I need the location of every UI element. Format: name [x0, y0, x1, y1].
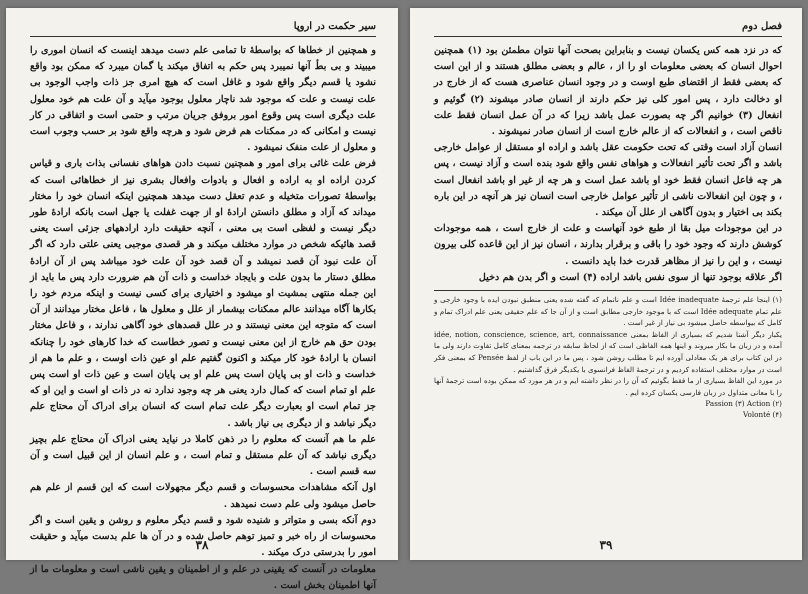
right-header-title: فصل دوم [742, 20, 782, 32]
footnote: در مورد این الفاظ بسیاری از ما فقط بگوئیم که آن را در نظر داشته ایم و در هر مورد که ممکن بوده است ترجمهٔ آنها را با معانی متداول در زبان فارسی یکسان کرده ایم . [434, 376, 782, 397]
left-paragraph: و همچنین از خطاها که بواسطهٔ تا تمامی علم دست میدهد اینست که انسان اموری را میبیند و بی بطٔ آنها نمیبرد پس حکم به اتفاق میکند یا گمان میبرد که ممکن بود واقع نشود یا قسم دیگر واقع شود و غافل است که هیچ امری جز ذات واجب الوجود بی علت نیست و علت که موجود شد ناچار معلول بوجود میآید و آن علت هم خود معلول علت دیگری است پس وقوع امور بروفق جریان مرتب و حتمی است و اتفاقی در کار نیست و امکانی که در ممکنات هم فرض شود و هرچه واقع شود بر حسب وجوب است و معلول از علت منفک نمیشود . [30, 45, 376, 154]
right-running-head [434, 18, 782, 37]
footnote-term-line: Passion (۳) Action (۲) [705, 399, 782, 409]
footnote-term-line: Volonté (۴) [742, 410, 782, 420]
footnotes [434, 294, 782, 398]
left-body-text [30, 43, 376, 594]
footnote: یکبار دیگر آشنا شدیم که بسیاری از الفاظ بمعنی idée, notion, conscience, science, art, connaissance آمده و در زبان ما بکار میروند و اینها همه الفاظی است که از لحاظ سابقه در ترجمه بمعنای کامل تفاوت دارند ولی ما در این کتاب برای هر یک معادلی آورده ایم تا مطلب روشن شود ، پس ما در این باب از لفظ Pensée که بمعنی فکر است در موارد مختلف استفاده کردیم و در ترجمهٔ الفاظ فرانسوی با یکدیگر فرق گذاشتیم . [434, 329, 782, 374]
left-page-number: ۳۸ [195, 538, 209, 552]
left-paragraph: دوم آنکه بسی و متواتر و شنیده شود و قسم دیگر معلوم و روشن و یقین است و اگر محسوسات از راه خبر و تمیز توهم حاصل شده و در آن ها علم بدست میآید و حقیقت امور را بدرستی درک میکند . [30, 514, 376, 559]
left-paragraph: علم ما هم آنست که معلوم را در ذهن کاملا در نیاید یعنی ادراک آن محتاج علم بچیز دیگری نباشد که آن علم مستقل و تمام است ، و علم انسان از این قبیل است و آن سه قسم است . [30, 433, 376, 478]
footnote-terms [434, 398, 782, 420]
left-paragraph: اول آنکه مشاهدات محسوسات و قسم دیگر مجهولات است که این قسم از علم هم حاصل میشود ولی علم دست نمیدهد . [30, 482, 376, 510]
footnote-divider [434, 290, 782, 291]
left-header-title: سیر حکمت در اروپا [293, 20, 376, 32]
right-page-number: ۳۹ [599, 538, 613, 552]
left-running-head [30, 18, 376, 37]
right-body-text [434, 43, 782, 286]
left-paragraph: فرض علت غائی برای امور و همچنین نسبت دادن هواهای نفسانی بذات باری و قیاس کردن اراده او به اراده و افعال و بادوات وافعال بشری نیز از خطاهائی است که بواسطهٔ تصورات متخیله و عدم تعقل دست میدهد همچنین اینکه انسان خود را مختار میداند که آزاد و مطلق دانستن ارادهٔ او از جهت غفلت یا جهل است بانکه ارادهٔ طور دیگر نیست و لفظی است بی معنی ، آنچه حقیقت دارد ارادههای جزئی است یعنی قصد هائیکه شخص در موارد مختلف میکند و هر قصدی موجبی یعنی علتی دارد که اگر آن علت نبود آن قصد نمیشد و آن قصد خود آن علت خود میباشد پس از آن ارادهٔ مطلق دستار ما بدون علت و بایجاد خداست و ذات آن هم ضرورت دارد پس ما باید از این جمله منتهی بمشیت او میشود و اختیاری برای کسی نیست و اینکه مردم خود را بکارها آگاه میدانند عالم ممکنات بیشمار از علل و معلول ها ، فاعل مختار میدانند از آن است که متوجه این معنی نیستند و در علل قصدهای خود آگاهی ندارند ، و فاعل مختار بودن حق هم خارج از این معنی نیست و تصور خطاست که خدا کارهای خود را چنانکه انسان با ارادهٔ خود کار میکند و اکنون گفتیم علم او عین ذات اوست ، و علم ما هم از خداست و ذات او بی پایان است پس علم او بی پایان است و عین ذات او است پس علم او تمام است که کمال دارد یعنی هر چه وجود ندارد نه در ذات او است و این او که جز تمام است او بعبارت دیگر علت تمام است که انسان برای ادراک آن محتاج علم دیگر نباشد و از دیگری بی نیاز باشد . [30, 158, 376, 429]
right-paragraph: اگر علاقه بوجود تنها از سوی نفس باشد اراده (۴) است و اگر بدن هم دخیل [478, 271, 782, 283]
left-page [6, 8, 398, 591]
right-paragraph: انسان آزاد است وقتی که تحت حکومت عقل باشد و اراده او مستقل از عوامل خارجی باشد و اگر تحت تأثیر انفعالات و هواهای نفس واقع شود بنده است و آزاد نیست ، پس هر چه فاعل انسان فقط خود او باشد عمل است و هر چه از غیر او باشد انفعال است ، و چون این انفعالات ناشی از تأثیر عوامل خارجی است انسان نیز هر آنچه در این باره بکند بی اختیار و بدون آگاهی از علل آن میکند . [434, 142, 782, 219]
right-paragraph: در این موجودات میل بقا از طبع خود آنهاست و علت از خارج است ، همه موجودات کوشش دارند که وجود خود را باقی و برقرار بدارند ، انسان نیز از این قاعده کلی بیرون نیست ، و این را نیز از مظاهر قدرت خدا باید دانست . [434, 223, 782, 267]
right-paragraph: که در نزد همه کس یکسان نیست و بنابراین بصحت آنها نتوان مطمئن بود (۱) همچنین احوال انسان که بعضی معلومات او را از ، عالم و بعضی مطلق هستند و از این است که بعضی فقط از اقتضای طبع اوست و در وجود انسان عناصری هست که از خارج در او دخالت دارد ، پس امور کلی نیز حکم دارند از انسان صادر میشوند (۲) گوئیم و انفعال (۳) خوانیم اگر چه بصورت عمل باشد زیرا که در آن عمل انسان فقط علت ناقص است ، و انفعالات که از عالم خارج است از انسان صادر نمیشوند . [434, 45, 782, 138]
left-paragraph: معلومات در آنست که یقینی در علم و از اطمینان و یقین ناشی است و معلومات ما از آنها اطمینان بخش است . [30, 563, 376, 591]
footnote: (۱) اینجا علم ترجمهٔ Idée inadequate است و علم ناتمام که گفته شده یعنی منطبق نبودن ایده با وجود خارجی و علم تمام Idée adequate است که با موجود خارجی مطابق است و از آن جا که علم حقیقی یعنی علم ادراک تمام و کامل که بیواسطه حاصل میشود بی نیاز از غیر است . [434, 295, 783, 328]
right-page [410, 8, 802, 560]
